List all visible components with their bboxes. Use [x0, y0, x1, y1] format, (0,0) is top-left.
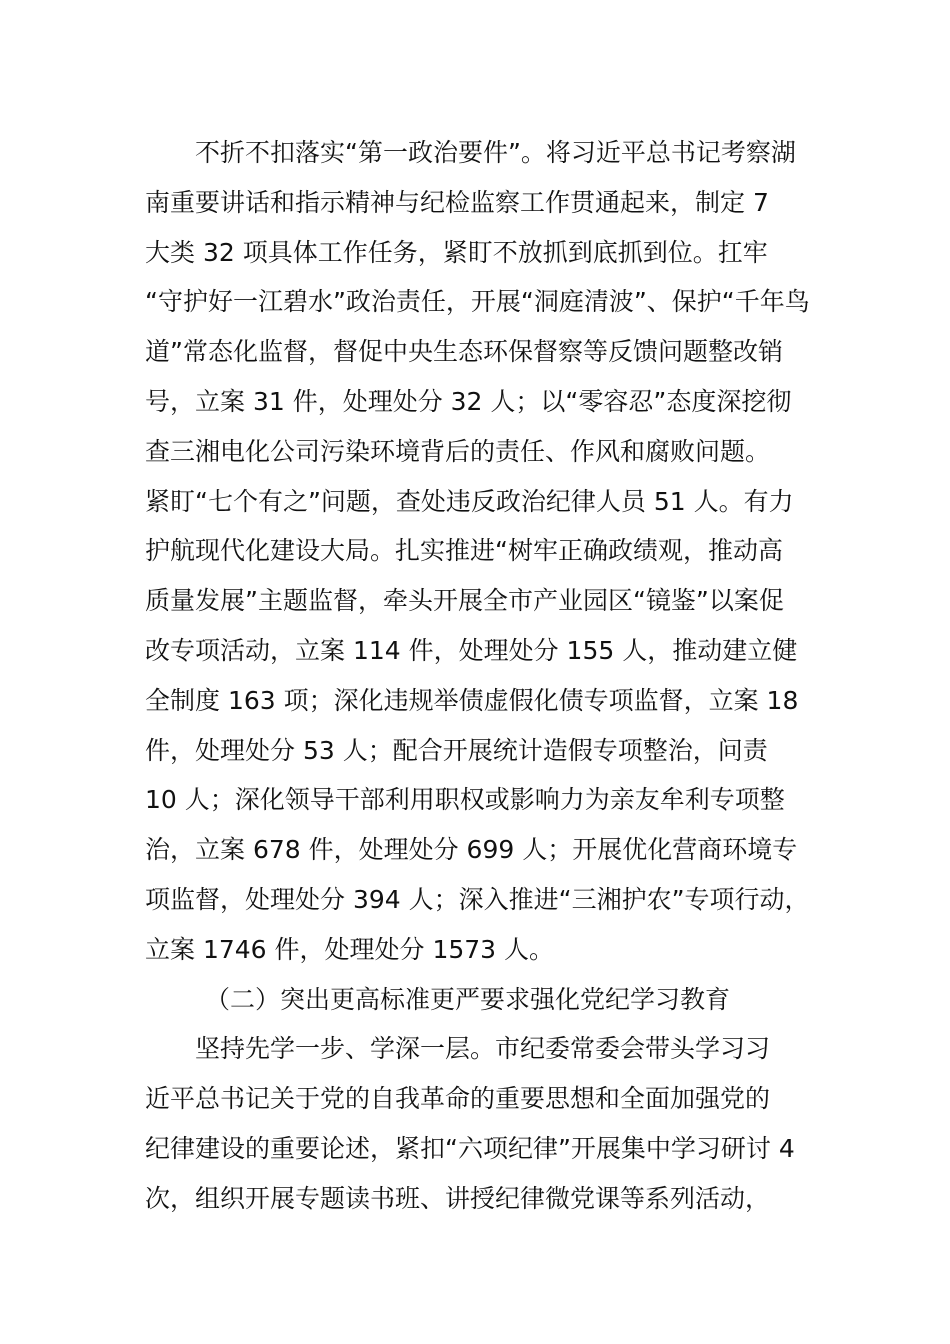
paragraph-line: 治，立案 678 件，处理处分 699 人；开展优化营商环境专: [145, 835, 798, 865]
section-heading: （二）突出更高标准更严要求强化党纪学习教育: [205, 984, 731, 1014]
document-body: [145, 128, 835, 1224]
paragraph-line: 大类 32 项具体工作任务，紧盯不放抓到底抓到位。扛牢: [145, 237, 768, 267]
paragraph-line: 不折不扣落实“第一政治要件”。将习近平总书记考察湖: [195, 138, 796, 167]
paragraph-line: 立案 1746 件，处理处分 1573 人。: [145, 934, 555, 964]
paragraph-line: 查三湘电化公司污染环境背后的责任、作风和腐败问题。: [145, 436, 771, 466]
paragraph-line: 纪律建设的重要论述，紧扣“六项纪律”开展集中学习研讨 4: [145, 1133, 795, 1163]
paragraph-line: 质量发展”主题监督，牵头开展全市产业园区“镜鉴”以案促: [145, 586, 784, 616]
paragraph-line: 全制度 163 项；深化违规举债虚假化债专项监督，立案 18: [145, 685, 799, 715]
paragraph-line: 改专项活动，立案 114 件，处理处分 155 人，推动建立健: [145, 635, 798, 665]
paragraph-line: 道”常态化监督，督促中央生态环保督察等反馈问题整改销: [145, 337, 783, 367]
paragraph-line: 件，处理处分 53 人；配合开展统计造假专项整治，问责: [145, 735, 768, 765]
paragraph-line: 南重要讲话和指示精神与纪检监察工作贯通起来，制定 7: [145, 187, 769, 217]
paragraph-line: 近平总书记关于党的自我革命的重要思想和全面加强党的: [145, 1084, 771, 1114]
paragraph-line: 10 人；深化领导干部利用职权或影响力为亲友牟利专项整: [145, 785, 785, 815]
paragraph-line: 号，立案 31 件，处理处分 32 人；以“零容忍”态度深挖彻: [145, 386, 792, 416]
paragraph-line: “守护好一江碧水”政治责任，开展“洞庭清波”、保护“千年鸟: [145, 287, 810, 317]
paragraph-line: 坚持先学一步、学深一层。市纪委常委会带头学习习: [195, 1034, 771, 1064]
paragraph-line: 护航现代化建设大局。扎实推进“树牢正确政绩观，推动高: [145, 536, 783, 566]
paragraph-line: 紧盯“七个有之”问题，查处违反政治纪律人员 51 人。有力: [145, 486, 794, 516]
paragraph-line: 次，组织开展专题读书班、讲授纪律微党课等系列活动，: [145, 1183, 771, 1213]
paragraph-line: 项监督，处理处分 394 人；深入推进“三湘护农”专项行动，: [145, 884, 810, 914]
